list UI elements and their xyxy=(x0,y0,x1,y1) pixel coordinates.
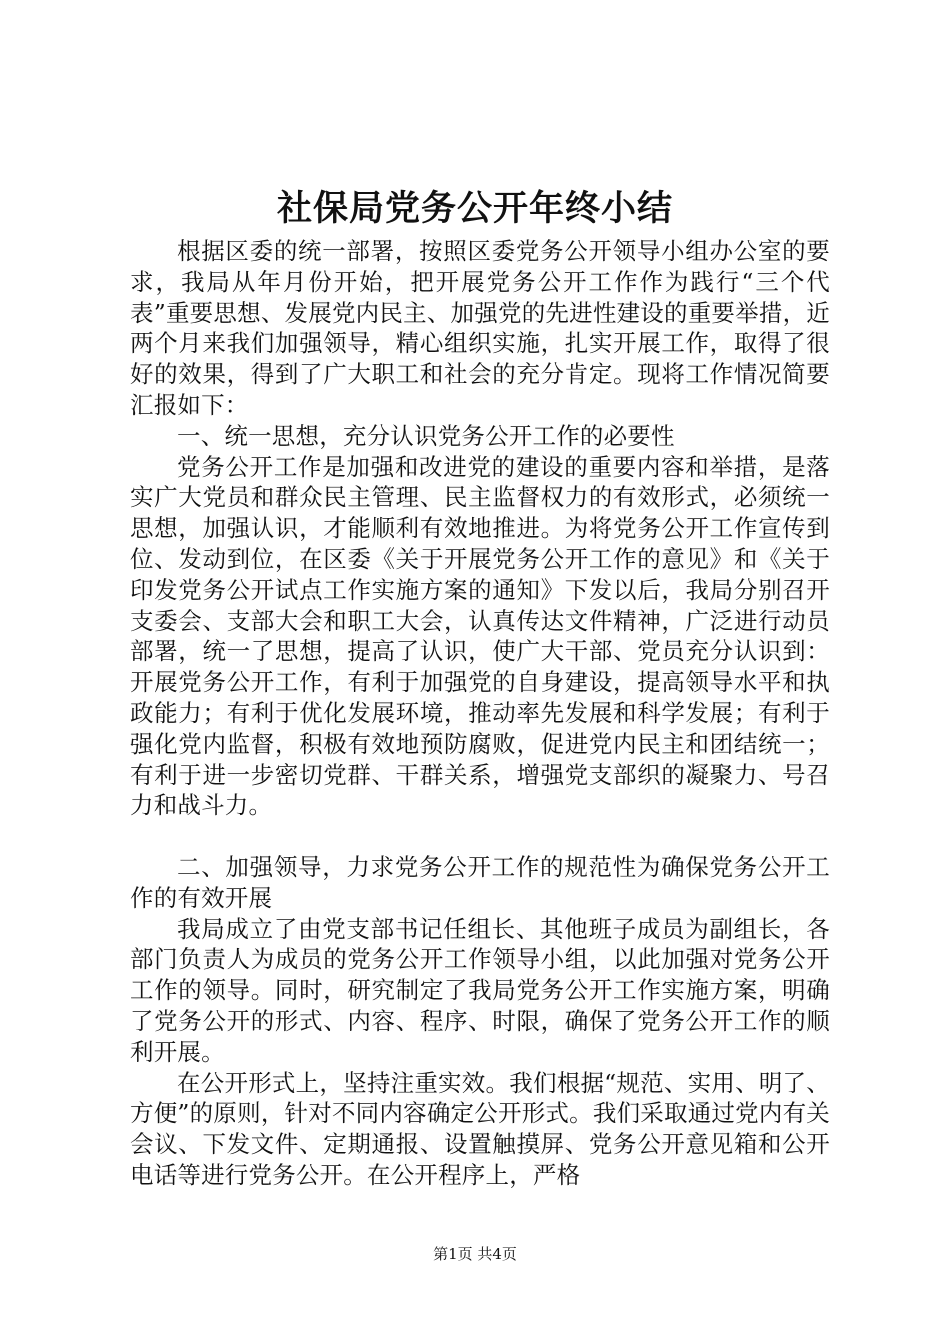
document-title: 社保局党务公开年终小结 xyxy=(276,188,673,229)
paragraph-section-1: 党务公开工作是加强和改进党的建设的重要内容和举措，是落实广大党员和群众民主管理、民主监督权力的有效形式，必须统一思想，加强认识，才能顺利有效地推进。为将党务公开工作宣传到位、发动到位，在区委《关于开展党务公开工作的意见》和《关于印发党务公开试点工作实施方案的通知》下发以后，我局分别召开支委会、支部大会和职工大会，认真传达文件精神，广泛进行动员部署，统一了思想，提高了认识，使广大干部、党员充分认识到：开展党务公开工作，有利于加强党的自身建设，提高领导水平和执政能力；有利于优化发展环境，推动率先发展和科学发展；有利于强化党内监督，积极有效地预防腐败，促进党内民主和团结统一；有利于进一步密切党群、干群关系，增强党支部织的凝聚力、号召力和战斗力。 xyxy=(130,452,830,820)
paragraph-section-2: 我局成立了由党支部书记任组长、其他班子成员为副组长，各部门负责人为成员的党务公开工作领导小组，以此加强对党务公开工作的领导。同时，研究制定了我局党务公开工作实施方案，明确了党务公开的形式、内容、程序、时限，确保了党务公开工作的顺利开展。 xyxy=(130,914,830,1066)
paragraph-public-form: 在公开形式上，坚持注重实效。我们根据“规范、实用、明了、方便”的原则，针对不同内容确定公开形式。我们采取通过党内有关会议、下发文件、定期通报、设置触摸屏、党务公开意见箱和公开电话等进行党务公开。在公开程序上，严格 xyxy=(130,1068,830,1189)
paragraph-intro: 根据区委的统一部署，按照区委党务公开领导小组办公室的要求，我局从年月份开始，把开展党务公开工作作为践行“三个代表”重要思想、发展党内民主、加强党的先进性建设的重要举措，近两个月来我们加强领导，精心组织实施，扎实开展工作，取得了很好的效果，得到了广大职工和社会的充分肯定。现将工作情况简要汇报如下： xyxy=(130,237,830,419)
document-body xyxy=(130,236,830,1191)
blank-line xyxy=(130,821,830,852)
section-heading-1: 一、统一思想，充分认识党务公开工作的必要性 xyxy=(177,421,675,450)
section-heading-2: 二、加强领导，力求党务公开工作的规范性为确保党务公开工作的有效开展 xyxy=(130,852,830,912)
page-footer: 第1页 共4页 xyxy=(433,1245,517,1263)
